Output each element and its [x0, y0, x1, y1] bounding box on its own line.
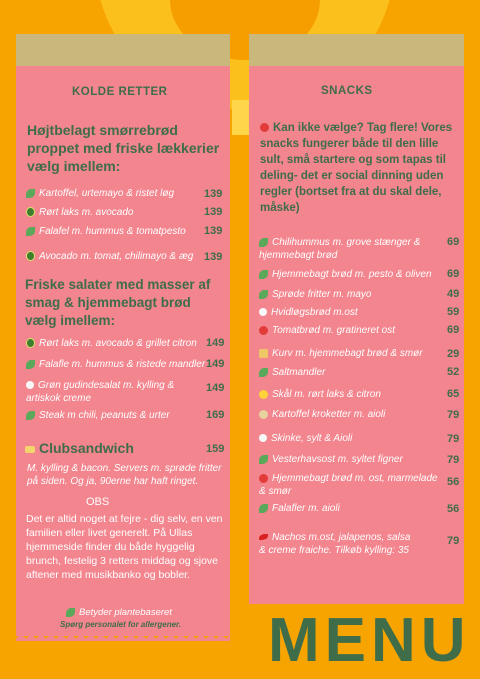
item-price: 49	[447, 288, 460, 300]
plant-icon	[259, 368, 268, 377]
chicken-icon	[26, 381, 34, 389]
menu-item: Avocado m. tomat, chilimayo & æg	[26, 250, 204, 263]
menu-item: Falafler m. aioli	[259, 502, 439, 515]
item-price: 79	[447, 433, 460, 445]
tomato-icon	[259, 326, 268, 335]
item-price: 59	[447, 306, 460, 318]
plant-icon	[259, 238, 268, 247]
menu-item: Falafle m. hummus & ristede mandler	[26, 358, 206, 371]
item-price: 69	[447, 268, 460, 280]
chili-icon	[259, 534, 268, 540]
item-price: 169	[206, 409, 225, 421]
item-price: 52	[447, 366, 460, 378]
obs-text: Det er altid noget at fejre - dig selv, en ven familien eller livet generelt. På Ullas hjemmeside finder du både hyggelig brunch, festelig 3 retters middag og sjove aftener med musikbanko og bobler.	[26, 513, 223, 581]
menu-item: Sprøde fritter m. mayo	[259, 288, 439, 301]
item-price: 56	[447, 503, 460, 515]
item-price: 69	[447, 236, 460, 248]
menu-item: Hvidløgsbrød m.ost	[259, 306, 439, 319]
sandwich-icon	[25, 446, 35, 453]
item-price: 79	[447, 454, 460, 466]
plant-icon	[259, 504, 268, 513]
jam-icon	[259, 474, 268, 483]
menu-title: MENU	[268, 606, 471, 675]
right-panel-tab	[249, 34, 464, 68]
plant-icon	[259, 270, 268, 279]
menu-item: Saltmandler	[259, 366, 439, 379]
ham-icon	[259, 434, 267, 442]
salater-intro: Friske salater med masser af smag & hjemmebagt brød vælg imellem:	[25, 277, 211, 328]
menu-item: Kartoffel kroketter m. aioli	[259, 408, 439, 421]
avocado-icon	[26, 338, 35, 348]
plant-icon	[26, 360, 35, 369]
snacks-intro: Kan ikke vælge? Tag flere! Vores snacks fungerer både til den lille sult, små startere og som tapas til deling- det er social dinning uden regler (bortset fra at du skal dele, måske)	[260, 122, 453, 214]
clubsandwich-description: M. kylling & bacon. Servers m. sprøde fritter på siden. Og ja, 90erne har haft ringet.	[27, 463, 222, 487]
background-stripe	[232, 100, 250, 135]
bowl-icon	[26, 411, 35, 420]
item-price: 149	[206, 358, 225, 370]
item-price: 139	[204, 251, 223, 263]
croquette-icon	[259, 410, 268, 419]
menu-item: Chilihummus m. grove stænger & hjemmebagt brød	[259, 237, 421, 261]
menu-item: Kurv m. hjemmebagt brød & smør	[259, 347, 439, 360]
item-price: 139	[204, 188, 223, 200]
menu-item: Vesterhavsost m. syltet figner	[259, 453, 439, 466]
menu-item: Hjemmebagt brød m. pesto & oliven	[259, 268, 439, 281]
obs-title: OBS	[86, 496, 110, 508]
smorrebrod-intro: Højtbelagt smørrebrød proppet med friske lækkerier vælg imellem:	[27, 122, 220, 174]
kolde-retter-heading: KOLDE RETTER	[72, 86, 168, 98]
menu-item: Steak m chili, peanuts & urter	[26, 409, 201, 422]
cheese-icon	[259, 455, 268, 464]
menu-item: Kartoffel, urtemayo & ristet løg	[26, 187, 201, 200]
snacks-heading: SNACKS	[321, 85, 373, 97]
avocado-icon	[26, 207, 35, 217]
menu-item: Rørt laks m. avocado & grillet citron	[26, 337, 206, 350]
item-price: 159	[206, 443, 225, 455]
menu-item: Grøn gudindesalat m. kylling & artiskok creme	[26, 380, 175, 404]
item-price: 149	[206, 382, 225, 394]
item-price: 56	[447, 476, 460, 488]
garlic-icon	[259, 308, 267, 316]
plant-icon	[66, 608, 75, 617]
item-price: 69	[447, 324, 460, 336]
item-price: 139	[204, 225, 223, 237]
plant-icon	[26, 227, 35, 236]
item-price: 65	[447, 388, 460, 400]
menu-item: Rørt laks m. avocado	[26, 206, 201, 219]
plant-icon	[259, 290, 268, 299]
item-price: 139	[204, 206, 223, 218]
avocado-icon	[26, 251, 35, 261]
lemon-icon	[259, 390, 268, 399]
snacks-panel	[249, 66, 464, 604]
item-price: 149	[206, 337, 225, 349]
bread-icon	[259, 349, 268, 358]
item-price: 79	[447, 535, 460, 547]
kolde-retter-panel	[16, 66, 230, 636]
allergen-note: Spørg personalet for allergener.	[60, 620, 181, 629]
menu-item: Falafel m. hummus & tomatpesto	[26, 225, 201, 238]
left-panel-tab	[16, 34, 230, 68]
heart-icon	[260, 123, 269, 132]
item-price: 29	[447, 348, 460, 360]
plant-icon	[26, 189, 35, 198]
clubsandwich-title: Clubsandwich	[25, 440, 134, 456]
menu-item: Skinke, sylt & Aioli	[259, 432, 439, 445]
item-price: 79	[447, 409, 460, 421]
plant-based-note: Betyder plantebaseret	[66, 607, 172, 618]
menu-item: Tomatbrød m. gratineret ost	[259, 324, 439, 337]
menu-item: Hjemmebagt brød m. ost, marmelade & smør	[259, 473, 438, 497]
menu-item: Nachos m.ost, jalapenos, salsa & creme fraiche. Tilkøb kylling: 35	[259, 532, 411, 556]
menu-item: Skål m. rørt laks & citron	[259, 388, 439, 401]
